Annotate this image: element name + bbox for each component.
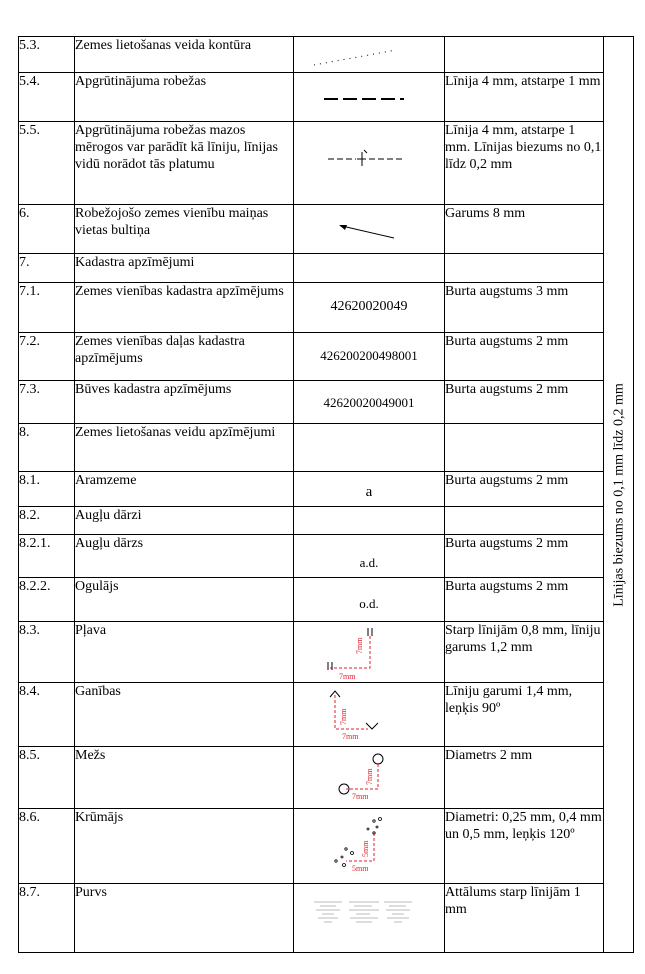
- table-row: [19, 507, 634, 535]
- row-name: Pļava: [75, 622, 294, 683]
- dimension-label: 7mm: [355, 637, 364, 654]
- table-row: [19, 884, 634, 953]
- row-description: Starp līnijām 0,8 mm, līniju garums 1,2 mm: [445, 622, 604, 683]
- row-number: 8.2.2.: [19, 578, 75, 622]
- row-number: 8.2.1.: [19, 535, 75, 578]
- table-row: [19, 283, 634, 333]
- row-number: 8.4.: [19, 683, 75, 747]
- dimension-label: 7mm: [365, 768, 374, 785]
- row-description: [445, 37, 604, 73]
- row-description: Līnija 4 mm, atstarpe 1 mm: [445, 73, 604, 122]
- table-row: [19, 424, 634, 472]
- easement-dashed-symbol: [294, 73, 445, 122]
- row-name: Purvs: [75, 884, 294, 953]
- dimension-label: 7mm: [339, 708, 348, 725]
- row-name: Apgrūtinājuma robežas: [75, 73, 294, 122]
- row-name: Augļu dārzi: [75, 507, 294, 535]
- row-description: Burta augstums 2 mm: [445, 535, 604, 578]
- dimension-label: 7mm: [339, 672, 356, 681]
- row-number: 8.6.: [19, 809, 75, 884]
- side-note-cell: [604, 37, 634, 953]
- easement-width-symbol: [294, 122, 445, 205]
- shrubland-symbol: [294, 809, 445, 884]
- row-number: 7.1.: [19, 283, 75, 333]
- row-description: Diametrs 2 mm: [445, 747, 604, 809]
- row-number: 8.5.: [19, 747, 75, 809]
- row-description: [445, 254, 604, 283]
- forest-symbol: [294, 747, 445, 809]
- symbol-text: o.d.: [359, 596, 379, 611]
- dashed-width-line-icon: [294, 122, 444, 202]
- table-row: [19, 37, 634, 73]
- symbol-text: 42620020049: [330, 299, 408, 314]
- row-description: Diametri: 0,25 mm, 0,4 mm un 0,5 mm, leņķis 120º: [445, 809, 604, 884]
- row-name: Zemes lietošanas veida kontūra: [75, 37, 294, 73]
- row-name: Aramzeme: [75, 472, 294, 507]
- dotted-line-icon: [294, 37, 444, 71]
- symbol-text: a: [365, 484, 373, 500]
- row-description: [445, 507, 604, 535]
- table-row: [19, 122, 634, 205]
- meadow-symbol-icon: [294, 622, 444, 682]
- row-description: Burta augstums 3 mm: [445, 283, 604, 333]
- forest-symbol-icon: [294, 747, 444, 807]
- row-name: Zemes lietošanas veidu apzīmējumi: [75, 424, 294, 472]
- symbol-text: a.d.: [359, 555, 379, 570]
- row-name: Ganības: [75, 683, 294, 747]
- row-description: Burta augstums 2 mm: [445, 333, 604, 381]
- dimension-label: 5mm: [352, 864, 369, 873]
- row-name: Apgrūtinājuma robežas mazos mērogos var parādīt kā līniju, līnijas vidū norādot tās platumu: [75, 122, 294, 205]
- arrow-symbol: [294, 205, 445, 254]
- table-row: [19, 381, 634, 424]
- table-row: [19, 535, 634, 578]
- dimension-label: 7mm: [352, 792, 369, 801]
- table-row: [19, 254, 634, 283]
- side-note: Līnijas biezums no 0,1 mm līdz 0,2 mm: [611, 382, 626, 607]
- shrubland-symbol-icon: [294, 809, 444, 881]
- table-row: [19, 809, 634, 884]
- arrow-icon: [294, 205, 444, 252]
- row-number: 6.: [19, 205, 75, 254]
- row-description: [445, 424, 604, 472]
- table-row: [19, 578, 634, 622]
- row-name: Ogulājs: [75, 578, 294, 622]
- row-name: Zemes vienības daļas kadastra apzīmējums: [75, 333, 294, 381]
- table-row: [19, 205, 634, 254]
- row-number: 8.7.: [19, 884, 75, 953]
- row-name: Zemes vienības kadastra apzīmējums: [75, 283, 294, 333]
- row-number: 5.3.: [19, 37, 75, 73]
- table-row: [19, 683, 634, 747]
- row-number: 8.3.: [19, 622, 75, 683]
- row-number: 7.3.: [19, 381, 75, 424]
- row-number: 8.1.: [19, 472, 75, 507]
- row-name: Būves kadastra apzīmējums: [75, 381, 294, 424]
- row-description: Burta augstums 2 mm: [445, 381, 604, 424]
- table-row: [19, 73, 634, 122]
- row-name: Krūmājs: [75, 809, 294, 884]
- dashed-line-icon: [294, 73, 444, 120]
- row-description: Līnija 4 mm, atstarpe 1 mm. Līnijas biezums no 0,1 līdz 0,2 mm: [445, 122, 604, 205]
- row-number: 8.: [19, 424, 75, 472]
- table-row: [19, 472, 634, 507]
- row-name: Augļu dārzs: [75, 535, 294, 578]
- row-number: 5.5.: [19, 122, 75, 205]
- row-description: Burta augstums 2 mm: [445, 472, 604, 507]
- symbol-table: [18, 36, 634, 953]
- table-row: [19, 747, 634, 809]
- row-description: Burta augstums 2 mm: [445, 578, 604, 622]
- symbol-text: 42620020049001: [323, 395, 415, 410]
- row-description: Līniju garumi 1,4 mm, leņķis 90º: [445, 683, 604, 747]
- pasture-symbol-icon: [294, 683, 444, 745]
- row-name: Kadastra apzīmējumi: [75, 254, 294, 283]
- table-row: [19, 333, 634, 381]
- row-description: Attālums starp līnijām 1 mm: [445, 884, 604, 953]
- row-number: 5.4.: [19, 73, 75, 122]
- swamp-symbol: [294, 884, 445, 953]
- row-name: Mežs: [75, 747, 294, 809]
- pasture-symbol: [294, 683, 445, 747]
- dimension-label: 7mm: [342, 732, 359, 741]
- contour-symbol: [294, 37, 445, 73]
- row-number: 7.: [19, 254, 75, 283]
- symbol-text: 426200200498001: [320, 348, 418, 363]
- row-name: Robežojošo zemes vienību maiņas vietas bultiņa: [75, 205, 294, 254]
- row-number: 8.2.: [19, 507, 75, 535]
- row-description: Garums 8 mm: [445, 205, 604, 254]
- row-number: 7.2.: [19, 333, 75, 381]
- swamp-symbol-icon: [294, 884, 444, 950]
- dimension-label: 5mm: [361, 840, 370, 857]
- table-row: [19, 622, 634, 683]
- meadow-symbol: [294, 622, 445, 683]
